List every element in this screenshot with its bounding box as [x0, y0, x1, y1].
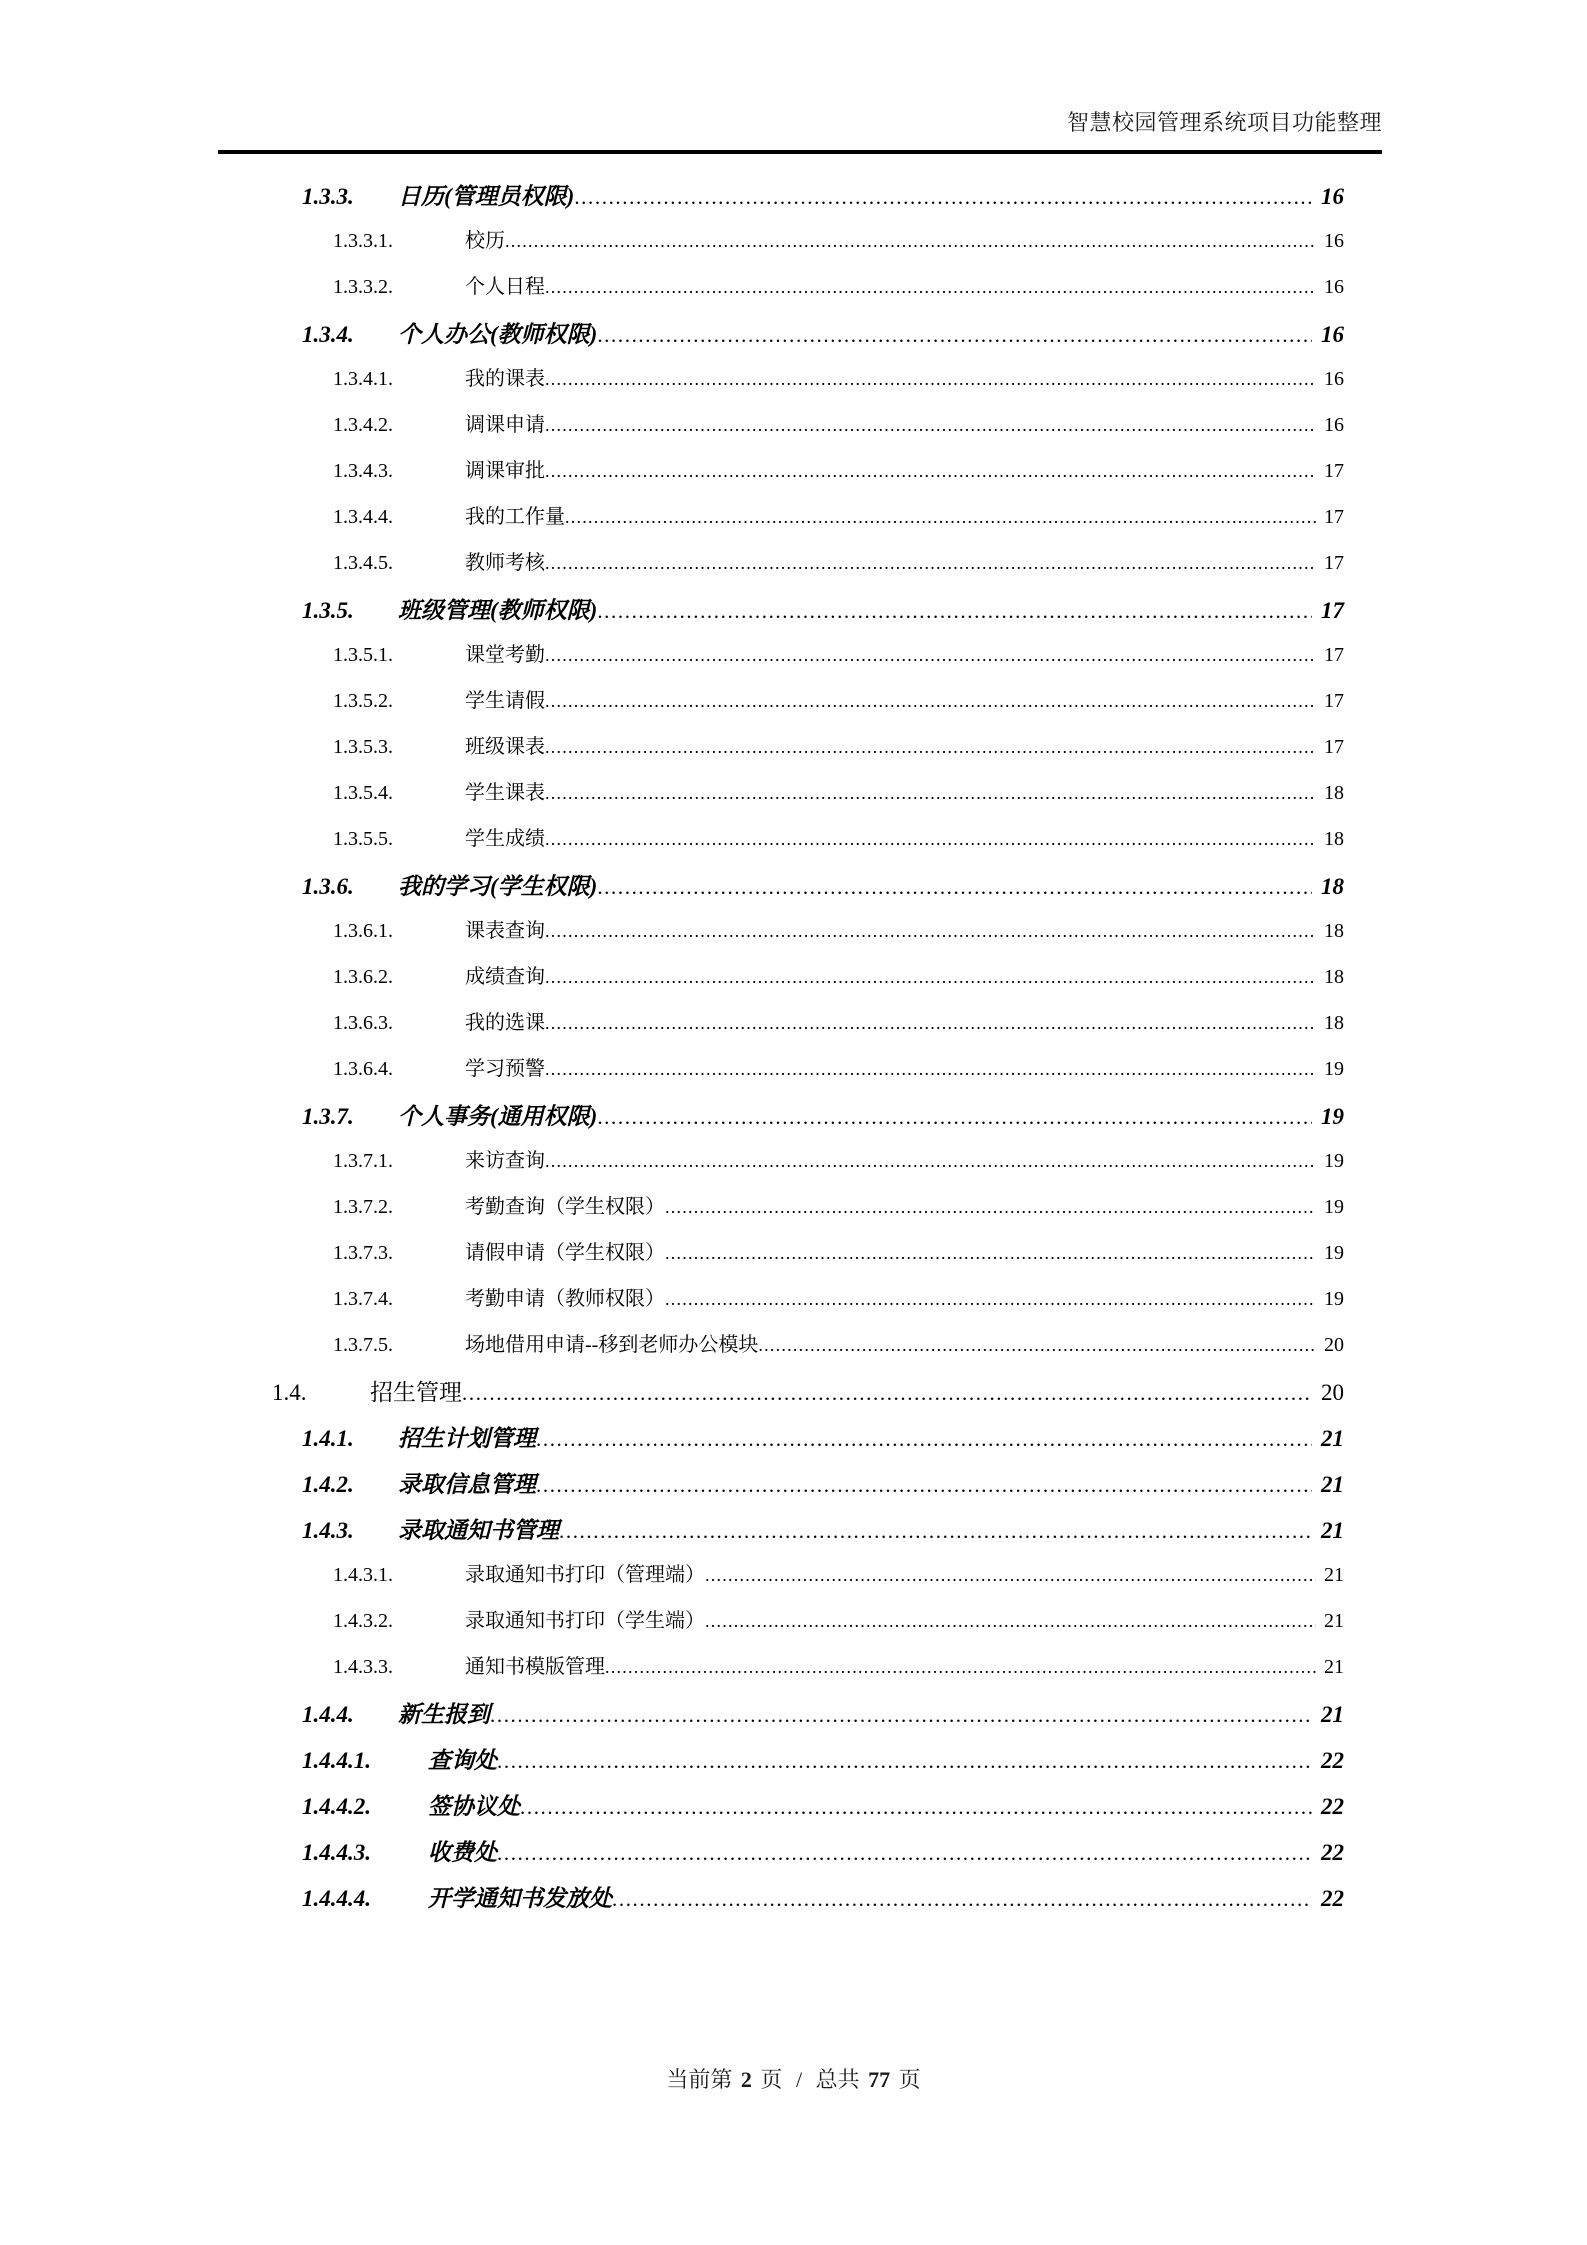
toc-entry-label: 签协议处 — [428, 1794, 520, 1819]
toc-entry-page-number: 21 — [1321, 1702, 1344, 1727]
toc-entry-number: 1.3.7.3. — [333, 1242, 393, 1264]
table-of-contents — [0, 178, 1587, 1926]
toc-entry-number: 1.3.7. — [302, 1104, 354, 1129]
toc-entry[interactable] — [0, 1650, 1587, 1696]
toc-entry-page-number: 19 — [1324, 1150, 1344, 1172]
footer-total-pages: 77 — [868, 2067, 891, 2092]
toc-dot-leader — [545, 738, 1316, 758]
toc-entry-page-number: 18 — [1324, 782, 1344, 804]
toc-entry[interactable] — [0, 1328, 1587, 1374]
toc-dot-leader — [497, 1751, 1312, 1774]
toc-dot-leader — [520, 1797, 1312, 1820]
toc-entry[interactable] — [0, 1742, 1587, 1788]
toc-entry-number: 1.3.7.2. — [333, 1196, 393, 1218]
toc-entry-number: 1.3.4.1. — [333, 368, 393, 390]
toc-entry-number: 1.3.3.2. — [333, 276, 393, 298]
toc-entry-number: 1.3.5.1. — [333, 644, 393, 666]
toc-entry-label: 调课审批 — [465, 460, 545, 482]
toc-entry-number: 1.3.4.2. — [333, 414, 393, 436]
toc-entry[interactable] — [0, 592, 1587, 638]
toc-entry[interactable] — [0, 1466, 1587, 1512]
toc-entry-label: 学生课表 — [465, 782, 545, 804]
toc-entry-number: 1.3.7.5. — [333, 1334, 393, 1356]
toc-entry[interactable] — [0, 638, 1587, 684]
toc-entry-page-number: 21 — [1321, 1426, 1344, 1451]
toc-entry-number: 1.3.6.4. — [333, 1058, 393, 1080]
toc-dot-leader — [665, 1198, 1316, 1218]
toc-entry-page-number: 20 — [1324, 1334, 1344, 1356]
toc-dot-leader — [545, 1152, 1316, 1172]
toc-dot-leader — [665, 1290, 1316, 1310]
toc-entry-label: 收费处 — [428, 1840, 497, 1865]
toc-entry-label: 学生请假 — [465, 690, 545, 712]
toc-entry[interactable] — [0, 1052, 1587, 1098]
toc-entry-label: 学生成绩 — [465, 828, 545, 850]
toc-entry-label: 成绩查询 — [465, 966, 545, 988]
toc-dot-leader — [665, 1244, 1316, 1264]
toc-entry-page-number: 21 — [1321, 1472, 1344, 1497]
toc-entry-label: 班级管理(教师权限) — [398, 598, 598, 623]
toc-entry-label: 新生报到 — [398, 1702, 490, 1727]
toc-dot-leader — [545, 554, 1316, 574]
toc-entry-page-number: 17 — [1324, 690, 1344, 712]
toc-entry-label: 教师考核 — [465, 552, 545, 574]
toc-dot-leader — [545, 692, 1316, 712]
toc-entry-page-number: 22 — [1321, 1840, 1344, 1865]
footer-total-prefix: 总共 — [815, 2067, 860, 2092]
toc-entry-page-number: 18 — [1324, 1012, 1344, 1034]
toc-entry-page-number: 17 — [1324, 506, 1344, 528]
toc-entry-page-number: 16 — [1324, 414, 1344, 436]
toc-entry-number: 1.3.5.4. — [333, 782, 393, 804]
toc-entry-page-number: 22 — [1321, 1748, 1344, 1773]
toc-entry-number: 1.4.3.2. — [333, 1610, 393, 1632]
toc-entry-page-number: 17 — [1324, 460, 1344, 482]
toc-entry-page-number: 21 — [1324, 1564, 1344, 1586]
toc-entry-page-number: 20 — [1321, 1380, 1344, 1405]
toc-entry-number: 1.4.3. — [302, 1518, 354, 1543]
toc-entry-page-number: 18 — [1324, 920, 1344, 942]
toc-entry-label: 考勤申请（教师权限） — [465, 1288, 665, 1310]
toc-entry-label: 请假申请（学生权限） — [465, 1242, 665, 1264]
toc-entry-label: 考勤查询（学生权限） — [465, 1196, 665, 1218]
toc-entry-label: 来访查询 — [465, 1150, 545, 1172]
toc-entry-page-number: 16 — [1324, 276, 1344, 298]
header-title: 智慧校园管理系统项目功能整理 — [1066, 110, 1382, 135]
toc-entry[interactable] — [0, 684, 1587, 730]
toc-dot-leader — [490, 1705, 1312, 1728]
toc-dot-leader — [758, 1336, 1316, 1356]
toc-entry-page-number: 21 — [1324, 1610, 1344, 1632]
toc-dot-leader — [597, 877, 1312, 900]
toc-entry[interactable] — [0, 776, 1587, 822]
toc-dot-leader — [705, 1566, 1316, 1586]
toc-entry-page-number: 16 — [1321, 184, 1344, 209]
toc-dot-leader — [545, 968, 1316, 988]
toc-dot-leader — [597, 601, 1312, 624]
toc-entry[interactable] — [0, 1834, 1587, 1880]
toc-entry-number: 1.3.6.2. — [333, 966, 393, 988]
toc-entry-page-number: 22 — [1321, 1794, 1344, 1819]
toc-entry-label: 调课申请 — [465, 414, 545, 436]
toc-entry[interactable] — [0, 500, 1587, 546]
toc-entry-number: 1.3.3.1. — [333, 230, 393, 252]
toc-entry-number: 1.4. — [272, 1380, 307, 1405]
toc-dot-leader — [545, 922, 1316, 942]
toc-entry[interactable] — [0, 1558, 1587, 1604]
toc-entry-page-number: 18 — [1324, 966, 1344, 988]
toc-entry-label: 录取通知书管理 — [398, 1518, 559, 1543]
toc-entry-number: 1.4.4. — [302, 1702, 354, 1727]
toc-dot-leader — [545, 646, 1316, 666]
toc-entry-label: 课表查询 — [465, 920, 545, 942]
toc-entry[interactable] — [0, 868, 1587, 914]
toc-entry-page-number: 19 — [1321, 1104, 1344, 1129]
toc-dot-leader — [565, 508, 1316, 528]
toc-entry-label: 招生计划管理 — [398, 1426, 536, 1451]
toc-entry[interactable] — [0, 1374, 1587, 1420]
toc-entry[interactable] — [0, 1604, 1587, 1650]
toc-entry-number: 1.4.4.1. — [302, 1748, 371, 1773]
toc-entry-label: 录取通知书打印（学生端） — [465, 1610, 705, 1632]
toc-entry[interactable] — [0, 822, 1587, 868]
toc-entry-page-number: 18 — [1321, 874, 1344, 899]
toc-entry-number: 1.4.1. — [302, 1426, 354, 1451]
toc-entry[interactable] — [0, 454, 1587, 500]
toc-entry-page-number: 19 — [1324, 1058, 1344, 1080]
toc-entry[interactable] — [0, 730, 1587, 776]
header-rule — [218, 150, 1382, 154]
toc-entry-page-number: 16 — [1321, 322, 1344, 347]
toc-entry-label: 录取通知书打印（管理端） — [465, 1564, 705, 1586]
toc-dot-leader — [462, 1383, 1312, 1406]
toc-dot-leader — [536, 1475, 1312, 1498]
toc-entry[interactable] — [0, 1144, 1587, 1190]
toc-entry[interactable] — [0, 362, 1587, 408]
toc-entry[interactable] — [0, 1006, 1587, 1052]
toc-entry-label: 查询处 — [428, 1748, 497, 1773]
toc-entry-number: 1.3.3. — [302, 184, 354, 209]
toc-entry[interactable] — [0, 1788, 1587, 1834]
toc-entry-label: 我的学习(学生权限) — [398, 874, 598, 899]
toc-entry-page-number: 21 — [1324, 1656, 1344, 1678]
toc-entry-page-number: 17 — [1321, 598, 1344, 623]
footer-prefix: 当前第 — [666, 2067, 733, 2092]
toc-entry-label: 校历 — [465, 230, 505, 252]
toc-entry-label: 我的选课 — [465, 1012, 545, 1034]
toc-entry-number: 1.3.5. — [302, 598, 354, 623]
toc-entry[interactable] — [0, 960, 1587, 1006]
toc-entry-page-number: 19 — [1324, 1288, 1344, 1310]
toc-dot-leader — [545, 278, 1316, 298]
toc-entry[interactable] — [0, 1696, 1587, 1742]
toc-entry-label: 学习预警 — [465, 1058, 545, 1080]
toc-entry-page-number: 16 — [1324, 230, 1344, 252]
toc-entry[interactable] — [0, 1420, 1587, 1466]
toc-entry-label: 我的课表 — [465, 368, 545, 390]
toc-entry-number: 1.3.5.3. — [333, 736, 393, 758]
page-footer — [0, 2063, 1587, 2094]
toc-entry[interactable] — [0, 408, 1587, 454]
toc-entry[interactable] — [0, 1282, 1587, 1328]
toc-dot-leader — [545, 784, 1316, 804]
toc-dot-leader — [545, 1060, 1316, 1080]
toc-entry-page-number: 16 — [1324, 368, 1344, 390]
running-header — [218, 108, 1382, 138]
toc-entry-page-number: 22 — [1321, 1886, 1344, 1911]
toc-entry-number: 1.3.4.4. — [333, 506, 393, 528]
toc-entry-label: 个人日程 — [465, 276, 545, 298]
footer-current-page: 2 — [740, 2067, 752, 2092]
toc-entry[interactable] — [0, 1098, 1587, 1144]
toc-entry-label: 场地借用申请--移到老师办公模块 — [465, 1334, 759, 1356]
toc-dot-leader — [536, 1429, 1312, 1452]
toc-entry-number: 1.3.6.1. — [333, 920, 393, 942]
toc-entry-page-number: 17 — [1324, 552, 1344, 574]
footer-page-unit-2: 页 — [898, 2067, 921, 2092]
toc-dot-leader — [505, 232, 1316, 252]
toc-dot-leader — [559, 1521, 1312, 1544]
toc-entry-label: 班级课表 — [465, 736, 545, 758]
toc-entry-number: 1.4.4.2. — [302, 1794, 371, 1819]
toc-entry[interactable] — [0, 224, 1587, 270]
toc-entry[interactable] — [0, 546, 1587, 592]
toc-dot-leader — [545, 830, 1316, 850]
toc-entry-number: 1.3.4. — [302, 322, 354, 347]
toc-entry-page-number: 17 — [1324, 736, 1344, 758]
toc-entry-label: 日历(管理员权限) — [398, 184, 575, 209]
toc-entry-page-number: 19 — [1324, 1242, 1344, 1264]
toc-entry-number: 1.3.7.4. — [333, 1288, 393, 1310]
toc-entry-number: 1.3.5.5. — [333, 828, 393, 850]
toc-entry-number: 1.4.4.3. — [302, 1840, 371, 1865]
toc-entry-label: 招生管理 — [370, 1380, 462, 1405]
toc-entry[interactable] — [0, 316, 1587, 362]
toc-entry-page-number: 18 — [1324, 828, 1344, 850]
toc-entry-label: 个人事务(通用权限) — [398, 1104, 598, 1129]
toc-dot-leader — [705, 1612, 1316, 1632]
toc-entry-number: 1.3.6.3. — [333, 1012, 393, 1034]
toc-entry[interactable] — [0, 270, 1587, 316]
toc-entry-label: 我的工作量 — [465, 506, 565, 528]
toc-dot-leader — [612, 1889, 1312, 1912]
toc-entry-label: 课堂考勤 — [465, 644, 545, 666]
toc-dot-leader — [545, 370, 1316, 390]
toc-dot-leader — [605, 1658, 1316, 1678]
footer-separator: / — [795, 2067, 803, 2092]
toc-entry-page-number: 19 — [1324, 1196, 1344, 1218]
toc-entry-number: 1.4.2. — [302, 1472, 354, 1497]
toc-dot-leader — [545, 1014, 1316, 1034]
toc-entry[interactable] — [0, 1512, 1587, 1558]
toc-entry-number: 1.3.4.5. — [333, 552, 393, 574]
toc-dot-leader — [597, 1107, 1312, 1130]
toc-entry[interactable] — [0, 1880, 1587, 1926]
toc-entry-number: 1.3.4.3. — [333, 460, 393, 482]
toc-entry-label: 开学通知书发放处 — [428, 1886, 612, 1911]
toc-dot-leader — [597, 325, 1312, 348]
footer-page-unit-1: 页 — [760, 2067, 783, 2092]
toc-entry-number: 1.4.3.3. — [333, 1656, 393, 1678]
toc-entry-page-number: 17 — [1324, 644, 1344, 666]
toc-dot-leader — [545, 416, 1316, 436]
toc-entry-number: 1.3.7.1. — [333, 1150, 393, 1172]
toc-dot-leader — [497, 1843, 1312, 1866]
toc-entry-number: 1.3.6. — [302, 874, 354, 899]
toc-entry-page-number: 21 — [1321, 1518, 1344, 1543]
toc-entry-label: 通知书模版管理 — [465, 1656, 605, 1678]
toc-dot-leader — [545, 462, 1316, 482]
toc-entry[interactable] — [0, 1190, 1587, 1236]
toc-entry[interactable] — [0, 914, 1587, 960]
toc-dot-leader — [574, 187, 1312, 210]
toc-entry-number: 1.4.3.1. — [333, 1564, 393, 1586]
toc-entry-number: 1.4.4.4. — [302, 1886, 371, 1911]
toc-entry-label: 录取信息管理 — [398, 1472, 536, 1497]
toc-entry-label: 个人办公(教师权限) — [398, 322, 598, 347]
toc-entry[interactable] — [0, 1236, 1587, 1282]
toc-entry-number: 1.3.5.2. — [333, 690, 393, 712]
toc-entry[interactable] — [0, 178, 1587, 224]
